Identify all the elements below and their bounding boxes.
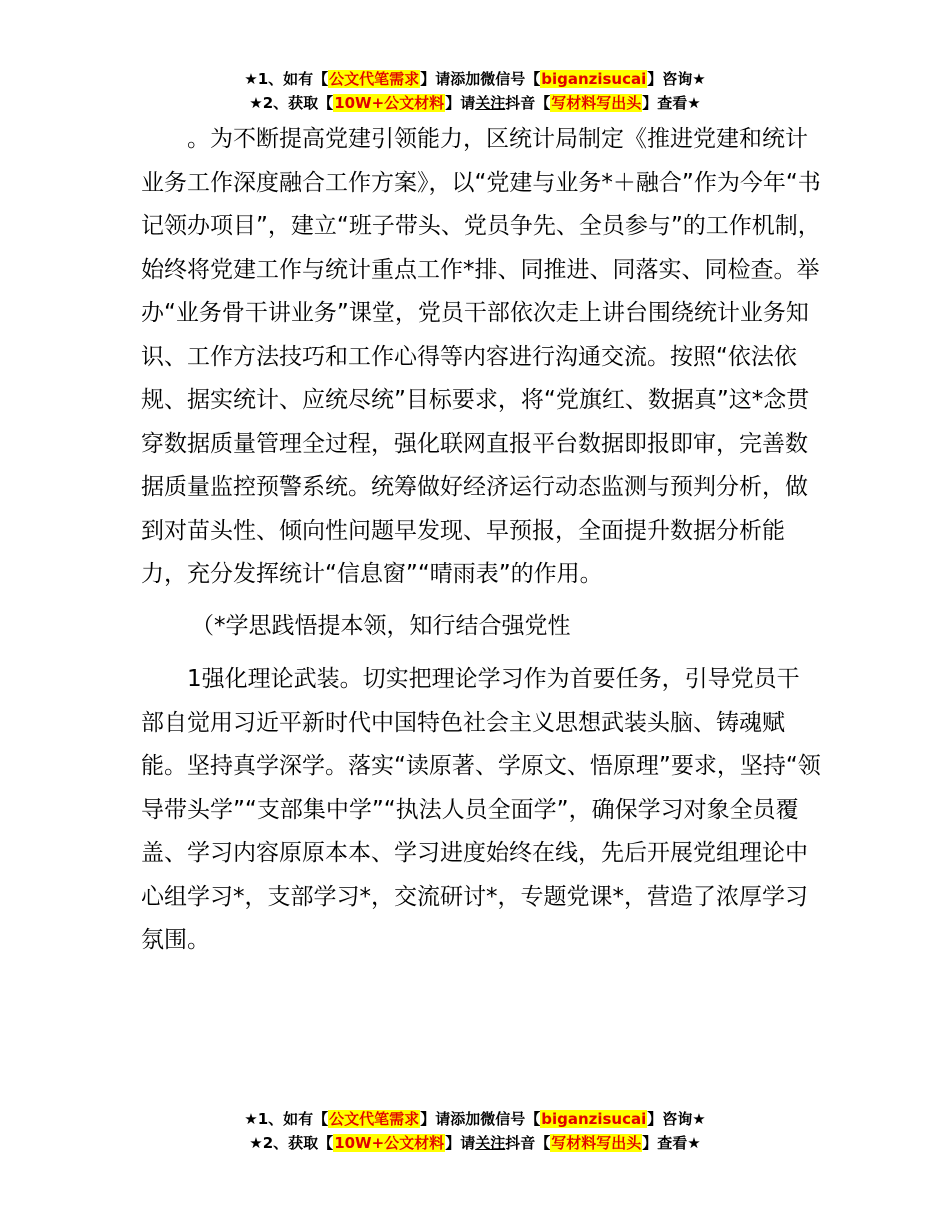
banner-line2-prefix: ★2、获取【 [249, 94, 334, 112]
banner-line1-highlight-service: 公文代笔需求 [329, 70, 420, 88]
footer-line1-mid: 】请添加微信号【 [420, 1110, 541, 1128]
footer-line-2 [0, 1131, 950, 1155]
paragraph-2: 1强化理论武装。切实把理论学习作为首要任务，引导党员干部自觉用习近平新时代中国特色社会主义思想武装头脑、铸魂赋能。坚持真学深学。落实“读原著、学原文、悟原理”要求，坚持“领导带头学”“支部集中学”“执法人员全面学”，确保学习对象全员覆盖、学习内容原原本本、学习进度始终在线，先后开展党组理论中心组学习*，支部学习*，交流研讨*，专题党课*，营造了浓厚学习氛围。 [141, 666, 821, 953]
footer-line2-mid2: 抖音【 [505, 1134, 551, 1152]
footer-line2-underlined: 关注 [475, 1134, 506, 1152]
footer-line1-prefix: ★1、如有【 [244, 1110, 329, 1128]
footer-banner [0, 1107, 950, 1155]
footer-line2-highlight-materials: 10W+公文材料 [334, 1134, 445, 1152]
paragraph-1: 。为不断提高党建引领能力，区统计局制定《推进党建和统计业务工作深度融合工作方案》，以“党建与业务*＋融合”作为今年“书记领办项目”，建立“班子带头、党员争先、全员参与”的工作机制，始终将党建工作与统计重点工作*排、同推进、同落实、同检查。举办“业务骨干讲业务”课堂，党员干部依次走上讲台围绕统计业务知识、工作方法技巧和工作心得等内容进行沟通交流。按照“依法依规、据实统计、应统尽统”目标要求，将“党旗红、数据真”这*念贯穿数据质量管理全过程，强化联网直报平台数据即报即审，完善数据质量监控预警系统。统筹做好经济运行动态监测与预判分析，做到对苗头性、倾向性问题早发现、早预报，全面提升数据分析能力，充分发挥统计“信息窗”“晴雨表”的作用。 [141, 126, 821, 587]
banner-line-2 [0, 91, 950, 115]
header-banner [0, 67, 950, 115]
banner-line1-prefix: ★1、如有【 [244, 70, 329, 88]
banner-line2-underlined: 关注 [475, 94, 506, 112]
banner-line1-mid: 】请添加微信号【 [420, 70, 541, 88]
banner-line2-mid2: 抖音【 [505, 94, 551, 112]
document-body [141, 118, 821, 963]
footer-line2-prefix: ★2、获取【 [249, 1134, 334, 1152]
footer-line1-suffix: 】咨询★ [647, 1110, 706, 1128]
banner-line2-highlight-douyin: 写材料写出头 [551, 94, 642, 112]
footer-line-1 [0, 1107, 950, 1131]
banner-line2-highlight-materials: 10W+公文材料 [334, 94, 445, 112]
banner-line1-suffix: 】咨询★ [647, 70, 706, 88]
banner-line1-highlight-wechat: biganzisucai [541, 70, 647, 88]
footer-line2-mid: 】请 [445, 1134, 476, 1152]
footer-line1-highlight-wechat: biganzisucai [541, 1110, 647, 1128]
footer-line2-suffix: 】查看★ [642, 1134, 701, 1152]
banner-line-1 [0, 67, 950, 91]
section-heading: （*学思践悟提本领，知行结合强党性 [191, 612, 571, 639]
footer-line2-highlight-douyin: 写材料写出头 [551, 1134, 642, 1152]
banner-line2-mid: 】请 [445, 94, 476, 112]
banner-line2-suffix: 】查看★ [642, 94, 701, 112]
footer-line1-highlight-service: 公文代笔需求 [329, 1110, 420, 1128]
